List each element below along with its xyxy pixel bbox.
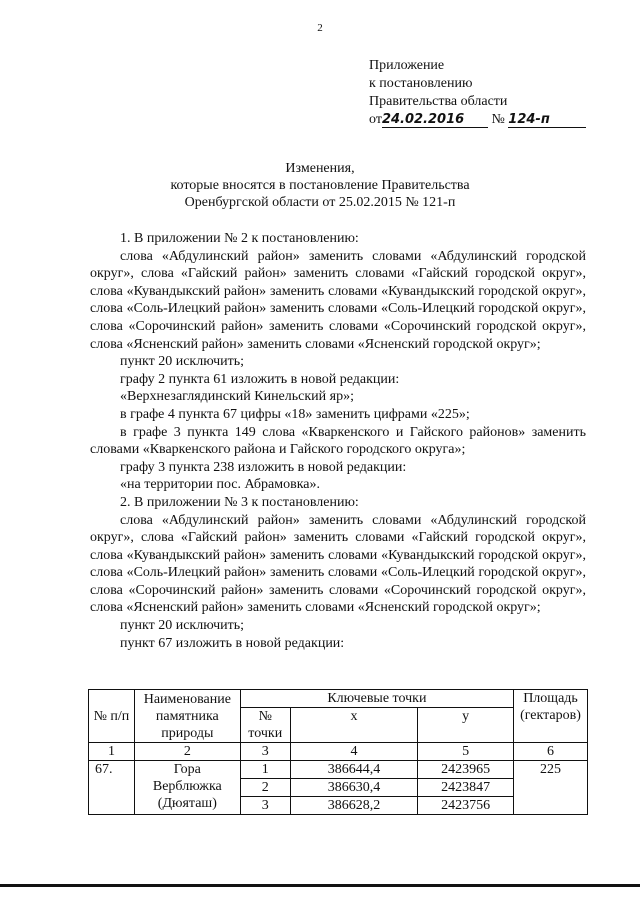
paragraph: пункт 20 исключить; bbox=[120, 618, 245, 634]
header-keypoints: Ключевые точки bbox=[240, 690, 513, 708]
row-number: 67. bbox=[89, 761, 135, 815]
page-bottom-rule bbox=[0, 884, 640, 887]
paragraph: 1. В приложении № 2 к постановлению: bbox=[120, 231, 359, 246]
monument-name-line: (Дюяташ) bbox=[157, 796, 217, 811]
paragraph: графу 3 пункта 238 изложить в новой редакции: bbox=[120, 459, 407, 475]
point-y: 2423756 bbox=[418, 797, 514, 815]
colnum-cell: 1 bbox=[89, 743, 135, 761]
header-x: х bbox=[290, 708, 418, 743]
point-x: 386644,4 bbox=[290, 761, 418, 779]
header-num: № п/п bbox=[89, 690, 135, 743]
point-x: 386628,2 bbox=[290, 797, 418, 815]
colnum-cell: 4 bbox=[290, 743, 418, 761]
table-colnum-row bbox=[89, 743, 588, 761]
appendix-line-2: к постановлению bbox=[369, 76, 473, 91]
appendix-number-handwritten: 124-п bbox=[508, 112, 586, 128]
appendix-block bbox=[369, 57, 586, 129]
page-number: 2 bbox=[317, 22, 323, 34]
paragraph: слова «Абдулинский район» заменить словами «Абдулинский городской округ», слова «Гайский район» заменить словами «Гайский городской округ», слова «Кувандыкский район» заменить словами «Кувандыкский городской округ», слова «Соль-Илецкий район» заменить словами «Соль-Илецкий городской округ», слова «Сорочинский район» заменить словами «Сорочинский городской округ», слова «Ясненский район» заменить словами «Ясненский городской округ»; bbox=[90, 512, 586, 616]
nature-monument-table bbox=[88, 689, 588, 815]
paragraph: графу 2 пункта 61 изложить в новой редакции: bbox=[120, 371, 400, 387]
paragraph: 2. В приложении № 3 к постановлению: bbox=[120, 494, 359, 510]
header-y: у bbox=[418, 708, 514, 743]
document-title bbox=[0, 160, 640, 211]
header-name: Наименование памятника природы bbox=[134, 690, 240, 743]
point-y: 2423847 bbox=[418, 779, 514, 797]
colnum-cell: 5 bbox=[418, 743, 514, 761]
row-area: 225 bbox=[514, 761, 588, 815]
header-area: Площадь (гектаров) bbox=[514, 690, 588, 743]
appendix-date-line bbox=[369, 111, 586, 129]
title-line-3: Оренбургской области от 25.02.2015 № 121-п bbox=[184, 195, 456, 210]
point-y: 2423965 bbox=[418, 761, 514, 779]
point-x: 386630,4 bbox=[290, 779, 418, 797]
point-number: 1 bbox=[240, 761, 290, 779]
title-line-2: которые вносятся в постановление Правительства bbox=[170, 178, 470, 193]
paragraph: «на территории пос. Абрамовка». bbox=[120, 477, 321, 493]
paragraph: пункт 67 изложить в новой редакции: bbox=[120, 635, 345, 651]
title-line-1: Изменения, bbox=[285, 161, 355, 176]
paragraph: пункт 20 исключить; bbox=[120, 354, 245, 370]
point-number: 2 bbox=[240, 779, 290, 797]
monument-name-line: Верблюжка bbox=[152, 779, 222, 794]
paragraph: в графе 4 пункта 67 цифры «18» заменить цифрами «225»; bbox=[120, 406, 470, 422]
colnum-cell: 2 bbox=[134, 743, 240, 761]
paragraph: в графе 3 пункта 149 слова «Кваркенского и Гайского районов» заменить словами «Кваркенского района и Гайского городского округа»; bbox=[90, 424, 586, 458]
row-monument-name bbox=[134, 761, 240, 815]
appendix-number-label: № bbox=[491, 112, 505, 127]
appendix-date-prefix: от bbox=[369, 112, 382, 127]
paragraph: слова «Абдулинский район» заменить словами «Абдулинский городской округ», слова «Гайский район» заменить словами «Гайский городской округ», слова «Кувандыкский район» заменить словами «Кувандыкский городской округ», слова «Соль-Илецкий район» заменить словами «Соль-Илецкий городской округ», слова «Сорочинский район» заменить словами «Сорочинский городской округ», слова «Ясненский район» заменить словами «Ясненский городской округ»; bbox=[90, 248, 586, 352]
header-point-num: № точки bbox=[240, 708, 290, 743]
colnum-cell: 3 bbox=[240, 743, 290, 761]
document-body bbox=[90, 230, 586, 652]
appendix-line-1: Приложение bbox=[369, 58, 445, 73]
appendix-date-handwritten: 24.02.2016 bbox=[382, 112, 488, 128]
colnum-cell: 6 bbox=[514, 743, 588, 761]
appendix-line-3: Правительства области bbox=[369, 94, 508, 109]
paragraph: «Верхнезаглядинский Кинельский яр»; bbox=[120, 389, 354, 405]
table-row bbox=[89, 761, 588, 779]
table-header-row bbox=[89, 690, 588, 708]
monument-name-line: Гора bbox=[173, 762, 201, 777]
point-number: 3 bbox=[240, 797, 290, 815]
